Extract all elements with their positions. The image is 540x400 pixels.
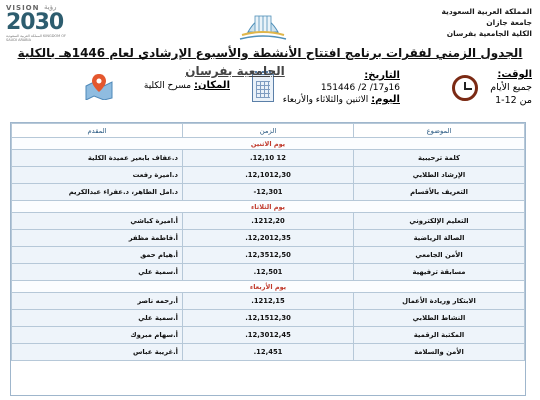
day-label: اليوم: <box>371 94 400 105</box>
place-info <box>110 80 230 91</box>
college-logo <box>228 2 298 42</box>
org-line: جامعة جازان <box>486 18 532 27</box>
day-row-tuesday <box>12 201 525 213</box>
topic-cell: الابتكار وريادة الأعمال <box>354 293 525 310</box>
org-line: المملكة العربية السعودية <box>441 7 532 16</box>
time-label: الوقت: <box>497 69 532 80</box>
time-cell: 1212,20. <box>183 213 354 230</box>
time-value: جميع الأيام <box>490 82 532 93</box>
org-line: الكلية الجامعية بفرسان <box>446 29 532 38</box>
time-header: الزمن <box>183 124 354 138</box>
presenter-cell: أ.غريبة عباس <box>12 344 183 361</box>
day-name: يوم الأربعاء <box>12 281 525 293</box>
date-label: التاريخ: <box>364 70 400 81</box>
time-cell: 12,2012,35. <box>183 230 354 247</box>
time-cell: 12,301- <box>183 184 354 201</box>
day-name: يوم الثلاثاء <box>12 201 525 213</box>
time-range: من 12-1 <box>495 95 532 106</box>
calendar-icon <box>252 74 274 102</box>
presenter-cell: أ.سمية علي <box>12 264 183 281</box>
day-value: الاثنين والثلاثاء والأربعاء <box>282 95 369 105</box>
date-value: 16و17/ 2/ 151446 <box>320 83 400 93</box>
topic-cell: التعليم الإلكتروني <box>354 213 525 230</box>
college-title: الجامعية بفرسان <box>185 64 285 78</box>
time-cell: 12,3012,45. <box>183 327 354 344</box>
org-header <box>402 6 532 39</box>
table-row <box>12 310 525 327</box>
topic-cell: الصالة الرياضية <box>354 230 525 247</box>
table-row <box>12 213 525 230</box>
time-cell: 1212,15. <box>183 293 354 310</box>
topic-cell: المكتبة الرقمية <box>354 327 525 344</box>
day-name: يوم الاثنين <box>12 138 525 150</box>
time-cell: 12,451. <box>183 344 354 361</box>
time-cell: 12,1012,30. <box>183 167 354 184</box>
table-row <box>12 293 525 310</box>
topic-cell: كلمة ترحيبية <box>354 150 525 167</box>
place-value: مسرح الكلية <box>143 81 192 91</box>
page-title: الجدول الزمني لفقرات برنامج افتتاح الأنشطة والأسبوع الإرشادي لعام 1446هـ بالكلية <box>17 46 523 60</box>
presenter-cell: أ.فاطمة مظفر <box>12 230 183 247</box>
presenter-cell: د.اميرة رفعت <box>12 167 183 184</box>
presenter-cell: أ.سمية علي <box>12 310 183 327</box>
table-row <box>12 247 525 264</box>
map-pin-icon <box>84 72 114 100</box>
presenter-cell: د.امل الطاهر، د.عفراء عبدالكريم <box>12 184 183 201</box>
table-header-row <box>12 124 525 138</box>
table-row <box>12 344 525 361</box>
table-row <box>12 184 525 201</box>
table-row <box>12 264 525 281</box>
topic-cell: التعريف بالأقسام <box>354 184 525 201</box>
vision-label-ar: رؤية <box>44 3 57 11</box>
time-cell: 12,501. <box>183 264 354 281</box>
presenter-header: المقدم <box>12 124 183 138</box>
day-row-monday <box>12 138 525 150</box>
place-label: المكان: <box>194 80 230 91</box>
presenter-cell: أ.سهام مبروك <box>12 327 183 344</box>
topic-cell: الأمن الجامعي <box>354 247 525 264</box>
time-cell: 12 12,10. <box>183 150 354 167</box>
table-row <box>12 230 525 247</box>
presenter-cell: أ.اميرة كباشي <box>12 213 183 230</box>
vision-year: 2030 <box>6 10 64 35</box>
topic-cell: الإرشاد الطلابي <box>354 167 525 184</box>
presenter-cell: د.عفاف بابعير عميدة الكلية <box>12 150 183 167</box>
table-row <box>12 167 525 184</box>
topic-cell: الأمن والسلامة <box>354 344 525 361</box>
time-info <box>484 68 532 107</box>
vision-label: VISION <box>6 4 40 12</box>
presenter-cell: أ.رحمه ناصر <box>12 293 183 310</box>
topic-header: الموضوع <box>354 124 525 138</box>
clock-icon <box>452 75 478 101</box>
topic-cell: مسابقة ترفيهية <box>354 264 525 281</box>
schedule-table <box>10 122 526 396</box>
table-row <box>12 150 525 167</box>
topic-cell: النشاط الطلابي <box>354 310 525 327</box>
day-row-wednesday <box>12 281 525 293</box>
time-cell: 12,1512,30. <box>183 310 354 327</box>
presenter-cell: أ.هيام حمق <box>12 247 183 264</box>
table-row <box>12 327 525 344</box>
vision-sub: المملكة العربية السعودية KINGDOM OF SAUDI ARABIA <box>6 34 67 42</box>
time-cell: 12,3512,50. <box>183 247 354 264</box>
vision-2030-logo <box>6 4 76 46</box>
